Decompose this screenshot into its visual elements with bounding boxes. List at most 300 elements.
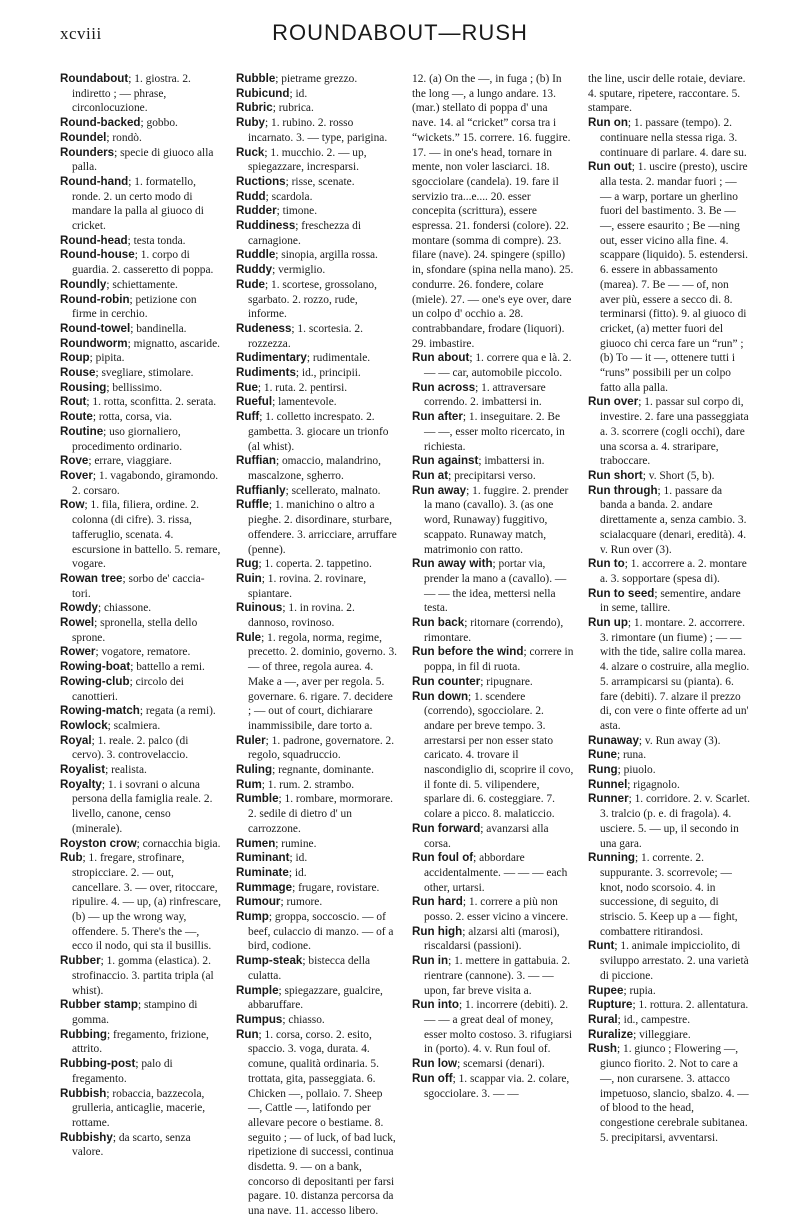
definition: ; 1. formatello, ronde. 2. un certo modo di mandare la palla al giuoco di cricket. (72, 175, 204, 233)
definition: ; freschezza di carnagione. (248, 220, 362, 247)
headword: Rumour (236, 895, 281, 909)
definition: ; robaccia, bazzecola, grulleria, anticaglie, macerie, rottame. (72, 1087, 206, 1129)
headword: Rowel (60, 616, 95, 630)
dictionary-entry (60, 469, 222, 498)
headword: Run to (588, 557, 625, 571)
dictionary-entry (412, 616, 574, 645)
headword: Rudimentary (236, 351, 307, 365)
dictionary-entry (588, 587, 750, 616)
dictionary-entry (412, 690, 574, 822)
headword: Rune (588, 748, 617, 762)
dictionary-entry (60, 837, 222, 852)
definition: ; mignatto, ascaride. (127, 337, 220, 350)
dictionary-entry (236, 498, 398, 557)
dictionary-entry (412, 675, 574, 690)
headword: Rounders (60, 145, 115, 159)
definition: ; 1. gomma (elastica). 2. strofinaccio. 3. partita tripla (al whist). (72, 955, 214, 997)
column-3 (412, 72, 574, 1102)
headword: Rove (60, 454, 89, 468)
dictionary-entry (236, 910, 398, 954)
headword: Ruffianly (236, 483, 286, 497)
dictionary-entry (236, 881, 398, 896)
headword: Run back (412, 616, 465, 630)
headword: Ruddiness (236, 219, 296, 233)
dictionary-entry (588, 469, 750, 484)
definition: ; sorbo de' caccia-tori. (72, 572, 205, 600)
dictionary-entry (60, 763, 222, 778)
dictionary-entry (60, 234, 222, 249)
headword: Round-backed (60, 116, 141, 130)
definition: ; id. (288, 866, 307, 879)
definition: ; imbattersi in. (478, 455, 545, 468)
dictionary-entry (236, 248, 398, 263)
definition: ; 1. mucchio. 2. — up, spiegazzare, incresparsi. (248, 146, 367, 174)
headword: Rump (236, 910, 269, 924)
dictionary-entry (412, 351, 574, 380)
definition: ; 1. attraversare correndo. 2. imbattersi in. (424, 381, 546, 409)
headword: Runnel (588, 777, 628, 791)
dictionary-entry (236, 366, 398, 381)
headword: Ruffian (236, 454, 276, 468)
dictionary-entry (236, 1028, 398, 1219)
dictionary-entry (60, 851, 222, 954)
headword: Run to seed (588, 586, 655, 600)
definition: ; 1. giunco ; Flowering —, giunco fiorito. 2. Not to care a —, non curarsene. 3. attacco impetuoso, slancio, sbalzo. 4. — of blood to the head, congestione cerebrale subitanea. 5. precipitarsi, avventarsi. (600, 1043, 749, 1144)
definition: ; 1. mettere in gattabuia. 2. rientrare (cannone). 3. — — upon, far breve visita a. (424, 955, 571, 997)
definition: ; palo di fregamento. (72, 1058, 173, 1085)
dictionary-entry (412, 557, 574, 616)
dictionary-entry (588, 616, 750, 734)
dictionary-entry (412, 925, 574, 954)
headword: Rudiments (236, 366, 296, 380)
dictionary-entry (588, 395, 750, 469)
dictionary-entry (60, 454, 222, 469)
definition: ; 1. rum. 2. strambo. (261, 778, 355, 791)
definition: ; avanzarsi alla corsa. (424, 822, 549, 850)
headword: Run before the wind (412, 645, 524, 659)
headword: Rug (236, 557, 259, 571)
headword: Rubbing-post (60, 1057, 136, 1071)
headword: Run off (412, 1071, 453, 1085)
definition: ; 1. inseguitare. 2. Be — —, esser molto ricercato, in richiesta. (424, 411, 565, 453)
definition: ; fregamento, frizione, attrito. (72, 1028, 209, 1056)
definition: ; specie di giuoco alla palla. (72, 146, 214, 174)
dictionary-entry (236, 895, 398, 910)
dictionary-entry (60, 998, 222, 1027)
definition: ; ritornare (correndo), rimontare. (424, 617, 564, 644)
headword: Rumble (236, 792, 279, 806)
definition: ; uso giornaliero, procedimento ordinario. (72, 425, 183, 453)
definition: ; sementire, andare in seme, tallire. (600, 587, 741, 615)
dictionary-entry (60, 322, 222, 337)
dictionary-entry (588, 484, 750, 558)
dictionary-entry (60, 1131, 222, 1160)
headword: Rubicund (236, 86, 290, 100)
definition: ; pipita. (89, 352, 125, 365)
headword: Rueful (236, 395, 273, 409)
headword: Run counter (412, 674, 481, 688)
definition: ; 1. passar sul corpo di, investire. 2. fare una passeggiata a. 3. scorrere (cogli occhi), dare una scorsa a. 4. straripare, traboccare. (600, 396, 749, 468)
definition: ; rudimentale. (306, 352, 371, 365)
dictionary-entry (588, 116, 750, 160)
column-2 (236, 72, 398, 1218)
headword: Ruddy (236, 263, 273, 277)
headword: Ruin (236, 571, 262, 585)
dictionary-entry (412, 998, 574, 1057)
dictionary-entry (236, 1013, 398, 1028)
headword: Run low (412, 1057, 458, 1071)
definition: ; 1. rombare, mormorare. 2. sedile di dietro d' un carrozzone. (248, 793, 394, 835)
headword: Run hard (412, 895, 463, 909)
definition: ; da scarto, senza valore. (72, 1131, 191, 1159)
definition: ; id. (289, 87, 308, 100)
headword: Run foul of (412, 851, 474, 865)
dictionary-entry (236, 381, 398, 396)
definition: ; 1. correre a più non posso. 2. esser vicino a vincere. (424, 896, 569, 924)
headword: Rubbing (60, 1027, 108, 1041)
entry-continuation (588, 72, 750, 116)
definition: ; abbordare accidentalmente. — — — each other, urtarsi. (424, 852, 568, 894)
headword: Royal (60, 733, 92, 747)
definition: ; schiettamente. (106, 278, 178, 291)
definition: ; rotta, corsa, via. (92, 411, 172, 424)
dictionary-entry (412, 822, 574, 851)
headword: Rude (236, 277, 265, 291)
dictionary-entry (236, 631, 398, 734)
dictionary-entry (236, 792, 398, 836)
definition: ; alzarsi alti (marosi), riscaldarsi (passioni). (424, 925, 560, 953)
dictionary-entry (60, 248, 222, 277)
dictionary-entry (60, 395, 222, 410)
headword: Rubbishy (60, 1130, 113, 1144)
headword: Rump-steak (236, 954, 303, 968)
definition: the line, uscir delle rotaie, deviare. 4. sputare, ripetere, raccontare. 5. stampare. (588, 73, 746, 115)
headword: Ruler (236, 733, 266, 747)
dictionary-entry (412, 469, 574, 484)
headword: Rule (236, 630, 262, 644)
definition: ; 1. corpo di guardia. 2. casseretto di poppa. (72, 249, 214, 277)
headword: Run after (412, 410, 463, 424)
dictionary-entry (60, 293, 222, 322)
definition: ; id. (289, 852, 308, 865)
headword: Rowlock (60, 718, 108, 732)
definition: ; 1. montare. 2. accorrere. 3. rimontare (un fiume) ; — — with the tide, salire colla marea. 4. alzare o costruire, alla meglio. 5. arrampicarsi su (pianta). 6. fare (debiti). 7. alzare il prezzo di, con vere o finte offerte ad un' asta. (600, 617, 750, 732)
definition: ; piuolo. (617, 764, 656, 777)
headword: Run about (412, 351, 470, 365)
headword: Run down (412, 689, 469, 703)
dictionary-entry (236, 278, 398, 322)
definition: ; precipitarsi verso. (448, 469, 536, 482)
definition: ; 1. corridore. 2. v. Scarlet. 3. tralcio (p. e. di fragola). 4. usciere. 5. — up, il secondo in una gara. (600, 793, 750, 850)
headword: Rub (60, 851, 83, 865)
dictionary-entry (588, 792, 750, 851)
dictionary-entry (60, 278, 222, 293)
dictionary-entry (60, 1028, 222, 1057)
dictionary-entry (588, 939, 750, 983)
running-head: ROUNDABOUT—RUSH (272, 20, 528, 45)
headword: Rudd (236, 189, 266, 203)
dictionary-entry (236, 557, 398, 572)
definition: ; regnante, dominante. (272, 764, 374, 777)
dictionary-columns (60, 72, 750, 1218)
headword: Ruralize (588, 1027, 634, 1041)
dictionary-entry (60, 1087, 222, 1131)
definition: ; circolo dei canottieri. (72, 675, 184, 703)
dictionary-entry (236, 204, 398, 219)
dictionary-entry (236, 572, 398, 601)
headword: Rupee (588, 983, 624, 997)
headword: Rubber stamp (60, 998, 138, 1012)
headword: Round-hand (60, 174, 129, 188)
headword: Roundworm (60, 336, 128, 350)
definition: ; stampino di gomma. (72, 999, 198, 1026)
dictionary-entry (236, 351, 398, 366)
definition: ; risse, scenate. (285, 175, 355, 188)
column-4 (588, 72, 750, 1144)
definition: ; 1. rotta, sconfitta. 2. serata. (86, 396, 217, 409)
headword: Ruminate (236, 865, 289, 879)
definition: ; rigagnolo. (627, 778, 680, 791)
dictionary-entry (236, 484, 398, 499)
definition: ; 1. regola, norma, regime, precetto. 2. dominio, governo. 3. — of three, regola aurea. 4. Make a —, aver per regola. 5. governare. 6. rigare. 7. decidere ; — out of court, dichiarare inammissibile, dare torto a. (248, 631, 397, 732)
dictionary-entry (236, 263, 398, 278)
dictionary-entry (236, 146, 398, 175)
headword: Round-towel (60, 321, 131, 335)
definition: ; 1. giostra. 2. indiretto ; — phrase, circonlocuzione. (72, 73, 191, 115)
dictionary-entry (236, 851, 398, 866)
dictionary-entry (60, 601, 222, 616)
definition: ; bandinella. (130, 322, 187, 335)
headword: Run into (412, 998, 460, 1012)
headword: Rumpus (236, 1013, 283, 1026)
headword: Round-head (60, 233, 128, 247)
definition: ; 1. ruta. 2. pentirsi. (257, 381, 348, 394)
dictionary-entry (60, 410, 222, 425)
definition: ; 1. passare (tempo). 2. continuare nella stessa riga. 3. continuare di parlare. 4. dare su. (600, 117, 747, 159)
headword: Rowdy (60, 601, 99, 615)
definition: ; rupia. (623, 984, 656, 997)
dictionary-entry (412, 645, 574, 674)
dictionary-entry (236, 454, 398, 483)
dictionary-entry (60, 572, 222, 601)
headword: Run out (588, 160, 632, 174)
dictionary-entry (412, 410, 574, 454)
dictionary-entry (588, 851, 750, 939)
dictionary-entry (60, 734, 222, 763)
headword: Route (60, 410, 93, 424)
headword: Rubber (60, 954, 101, 968)
definition: ; id., campestre. (617, 1014, 691, 1026)
dictionary-entry (60, 351, 222, 366)
definition: ; v. Run away (3). (638, 734, 721, 747)
headword: Ruddle (236, 248, 276, 262)
definition: ; 1. correre qua e là. 2. — — car, automobile piccolo. (424, 352, 572, 380)
definition: ; groppa, soccoscio. — of beef, culaccio di manzo. — of a bird, codione. (248, 911, 394, 953)
headword: Rowing-match (60, 704, 140, 718)
definition: ; correre in poppa, in fil di ruota. (424, 646, 574, 674)
entry-continuation (412, 72, 574, 351)
dictionary-entry (588, 1013, 750, 1028)
headword: Rumen (236, 836, 276, 850)
headword: Run in (412, 954, 449, 968)
dictionary-entry (236, 101, 398, 116)
dictionary-entry (588, 998, 750, 1013)
headword: Ruinous (236, 601, 283, 615)
headword: Rubric (236, 101, 273, 115)
dictionary-entry (60, 72, 222, 116)
headword: Royalty (60, 777, 102, 791)
dictionary-entry (60, 616, 222, 645)
headword: Rung (588, 763, 618, 777)
headword: Rowing-boat (60, 660, 131, 674)
dictionary-entry (236, 866, 398, 881)
dictionary-entry (588, 984, 750, 999)
headword: Routine (60, 424, 104, 438)
dictionary-entry (588, 160, 750, 395)
headword: Roundel (60, 130, 107, 144)
definition: ; rondò. (106, 131, 142, 144)
headword: Roundly (60, 277, 107, 291)
dictionary-entry (236, 954, 398, 983)
headword: Ructions (236, 174, 286, 188)
definition: ; 1. padrone, governatore. 2. regolo, squadruccio. (248, 734, 395, 762)
definition: ; scardola. (265, 190, 313, 203)
definition: ; 1. uscire (presto), uscire alla testa. 2. mandar fuori ; — — a warp, portare un gherlino fuori del bastimento. 3. Be — —, essere esaurito ; Be —ning out, esser vicino alla fine. 4. scappare (liquido). 5. estendersi. 6. essere in abbassamento (marea). 7. Be — — of, non aver più, essere a secco di. 8. terminarsi (fitto). 9. al giuoco di cricket, (a) metter fuori del giuoco chi cerca fare un “run” ; (b) To — it —, ottenere tutti i “runs” possibili per un colpo fatto alla palla. (600, 161, 749, 394)
headword: Rudeness (236, 321, 292, 335)
headword: Runaway (588, 733, 639, 747)
definition: ; 1. fregare, strofinare, stropicciare. 2. — out, cancellare. 3. — over, ritoccare, ripulire. 4. — up, (a) rinfrescare, (b) — up the wrong way, offendere. 5. There's the —, ecco il nodo, qui sta il busillis. (72, 852, 221, 953)
definition: ; 1. fuggire. 2. prender la mano (cavallo). 3. (as one word, Runaway) fuggitivo, scappato. Runaway match, matrimonio con ratto. (424, 484, 569, 556)
dictionary-entry (60, 954, 222, 998)
dictionary-entry (60, 675, 222, 704)
definition: ; vermiglio. (272, 264, 326, 277)
dictionary-entry (236, 734, 398, 763)
definition: ; rubrica. (272, 102, 314, 115)
definition: ; chiassone. (98, 602, 152, 615)
definition: ; spiegazzare, gualcire, abbaruffare. (248, 984, 383, 1012)
definition: ; 1. in rovina. 2. dannoso, rovinoso. (248, 602, 355, 630)
definition: ; 1. corrente. 2. suppurante. 3. scorrevole; — knot, nodo scorsoio. 4. in successione, di seguito, di striscio. 5. Keep up a — fight, combattere ritirandosi. (600, 852, 738, 938)
headword: Rummage (236, 880, 293, 894)
dictionary-entry (60, 1057, 222, 1086)
dictionary-entry (236, 87, 398, 102)
definition: ; bistecca della culatta. (248, 955, 371, 982)
headword: Run over (588, 395, 639, 409)
dictionary-entry (60, 498, 222, 572)
definition: ; testa tonda. (127, 234, 186, 247)
headword: Rum (236, 777, 262, 791)
definition: ; ripugnare. (480, 675, 533, 688)
headword: Run away with (412, 557, 493, 571)
definition: ; rumore. (280, 896, 323, 909)
dictionary-entry (60, 337, 222, 352)
headword: Run across (412, 380, 476, 394)
column-1 (60, 72, 222, 1159)
headword: Rower (60, 645, 96, 659)
dictionary-entry (60, 645, 222, 660)
dictionary-entry (588, 1042, 750, 1145)
dictionary-entry (236, 395, 398, 410)
headword: Run (236, 1027, 259, 1041)
headword: Runt (588, 939, 615, 953)
headword: Rural (588, 1013, 618, 1026)
dictionary-entry (60, 175, 222, 234)
dictionary-entry (588, 734, 750, 749)
headword: Round-robin (60, 292, 130, 306)
definition: 12. (a) On the —, in fuga ; (b) In the long —, a lungo andare. 13. (mar.) stellato di poppa d' una nave. 14. al “cricket” corsa tra i “wickets.” 15. correre. 16. fuggire. 17. — in one's head, tornare in mente, non voler lasciarci. 18. sgocciolare (candela). 19. fare il servizio tra...e.... 20. esser concepita (scrittura), essere espressa. 21. fondersi (colore). 22. montare (somma di compre). 23. filare (nave). 24. spingere (spillo) in, sfondare (spina nella mano). 25. condurre. 26. fondere, colare (miele). 27. — one's eye over, dare un colpo d' occhio a. 28. contrabbandare, frodare (liquori). 29. imbastire. (412, 73, 574, 350)
headword: Runner (588, 792, 629, 806)
definition: ; realista. (105, 764, 147, 777)
dictionary-entry (60, 146, 222, 175)
definition: ; 1. fila, filiera, ordine. 2. colonna (di cifre). 3. rissa, tafferuglio, scenata. 4. escursione in battello. 5. remare, vogare. (72, 499, 221, 571)
headword: Rouse (60, 366, 96, 380)
definition: ; bellissimo. (106, 381, 163, 394)
definition: ; 1. passare da banda a banda. 2. andare direttamente a, senza cambio. 3. scialacquare (denari, eredità). 4. v. Run over (3). (600, 484, 747, 556)
dictionary-entry (236, 837, 398, 852)
definition: ; cornacchia bigia. (136, 837, 221, 850)
definition: ; 1. rottura. 2. allentatura. (632, 999, 749, 1012)
dictionary-entry (236, 410, 398, 454)
headword: Run against (412, 454, 479, 468)
dictionary-entry (412, 1072, 574, 1101)
dictionary-entry (236, 190, 398, 205)
definition: ; villeggiare. (633, 1028, 691, 1041)
headword: Run short (588, 468, 643, 482)
definition: ; 1. accorrere a. 2. montare a. 3. sopportare (spesa di). (600, 558, 747, 585)
headword: Row (60, 498, 85, 512)
definition: ; frugare, rovistare. (292, 881, 380, 894)
dictionary-entry (60, 381, 222, 396)
definition: ; petizione con firme in cerchio. (72, 293, 197, 321)
dictionary-entry (60, 116, 222, 131)
headword: Rowan tree (60, 571, 123, 585)
headword: Rover (60, 468, 93, 482)
definition: ; rumine. (275, 837, 317, 850)
definition: ; svegliare, stimolare. (95, 367, 194, 380)
definition: ; scellerato, malnato. (285, 484, 381, 497)
definition: ; 1. scortese, grossolano, sgarbato. 2. rozzo, rude, informe. (248, 278, 377, 321)
dictionary-entry (60, 366, 222, 381)
dictionary-entry (236, 116, 398, 145)
dictionary-entry (236, 984, 398, 1013)
dictionary-entry (412, 454, 574, 469)
dictionary-entry (588, 1028, 750, 1043)
definition: ; 1. incorrere (debiti). 2. — — a great deal of money, esser molto costoso. 3. rifugiarsi in (porto). 4. v. Run foul of. (424, 999, 573, 1056)
definition: ; omaccio, malandrino, mascalzone, sgherro. (248, 455, 381, 482)
definition: ; 1. i sovrani o alcuna persona della famiglia reale. 2. livello, canone, censo (minerale). (72, 778, 213, 835)
dictionary-entry (60, 425, 222, 454)
headword: Run through (588, 483, 658, 497)
headword: Rousing (60, 380, 107, 394)
headword: Ruffle (236, 498, 269, 512)
definition: ; 1. corsa, corso. 2. esito, spaccio. 3. voga, durata. 4. comune, qualità ordinaria. 5. trottata, gita, passeggiata. 6. Chicken —, pollaio. 7. Sheep —, Cattle —, latifondo per allevare pecore o bestiame. 8. seguito ; — of luck, of bad luck, ripetizione di successi, continua disdetta. 9. — on a bank, concorso di depositanti per farsi pagare. 10. distanza percorsa da una nave. 11. accesso libero. (248, 1028, 396, 1218)
definition: ; portar via, prender la mano a (cavallo). — — — the idea, mettersi nella testa. (424, 558, 567, 615)
headword: Rumple (236, 983, 279, 997)
definition: ; 1. animale impicciolito, di sviluppo arrestato. 2. una varietà di piccione. (600, 940, 749, 982)
headword: Rupture (588, 998, 633, 1012)
headword: Ruff (236, 410, 260, 424)
definition: ; scemarsi (denari). (457, 1058, 545, 1071)
dictionary-entry (236, 322, 398, 351)
page-number: xcviii (60, 24, 102, 43)
dictionary-entry (588, 557, 750, 586)
definition: ; lamentevole. (272, 396, 337, 409)
headword: Run forward (412, 821, 481, 835)
definition: ; 1. vagabondo, giramondo. 2. corsaro. (72, 469, 219, 497)
definition: ; 1. scendere (correndo), sgocciolare. 2. andare per breve tempo. 3. arrestarsi per non esser stato caricato. 4. trovare il nascondiglio di, scoprire il covo, il fonte di. 5. vilipendere, sparlare di. 6. costeggiare. 7. colare a picco. 8. malaticcio. (424, 690, 574, 821)
definition: ; sinopia, argilla rossa. (275, 249, 378, 262)
definition: ; 1. rovina. 2. rovinare, spiantare. (248, 572, 367, 600)
